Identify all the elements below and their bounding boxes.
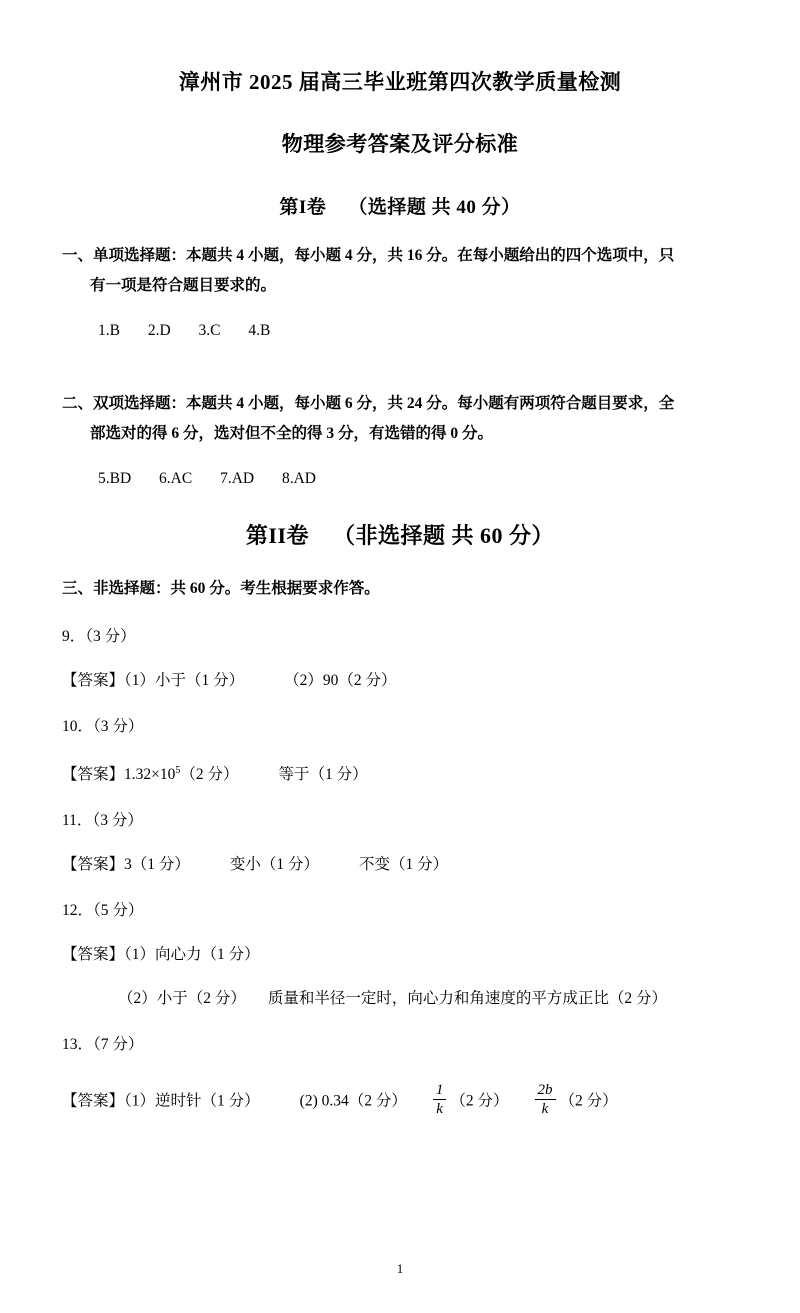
answer-item: 7.AD [220, 470, 255, 487]
answer-part: 3（1 分） [124, 856, 190, 874]
volume-2-label: 第II卷 [245, 523, 310, 548]
part-2-instructions [62, 389, 738, 449]
answer-value-exponent: 5 [175, 765, 181, 776]
question-number: 13． [62, 1036, 94, 1054]
fraction-2b-over-k [535, 1082, 556, 1118]
answer-tag: 【答案】 [62, 1092, 125, 1110]
answer-part: 变小（1 分） [229, 856, 320, 874]
page-title: 漳州市 2025 届高三毕业班第四次教学质量检测 [178, 70, 622, 94]
part-2-label: 二、双项选择题： [62, 395, 187, 412]
answer-part: 不变（1 分） [359, 856, 449, 874]
answer-9 [62, 668, 738, 694]
question-number: 10． [62, 718, 94, 735]
volume-1-desc: （选择题 共 40 分） [348, 197, 521, 218]
volume-1-label: 第I卷 [279, 197, 327, 218]
question-score: （7 分） [93, 1036, 144, 1054]
volume-2-heading [62, 519, 738, 550]
answer-part: (2) 0.34（2 分） [299, 1092, 407, 1110]
answer-part: （1）向心力（1 分） [124, 946, 260, 964]
answer-part: （1）逆时针（1 分） [124, 1092, 260, 1110]
answer-item: 4.B [248, 322, 271, 339]
answer-part: 等于（1 分） [278, 766, 368, 784]
fraction-numerator: 2b [537, 1082, 553, 1099]
answer-tag: 【答案】 [62, 766, 125, 784]
part-1-label: 一、单项选择题： [62, 247, 187, 264]
question-number-13 [62, 1032, 738, 1058]
question-number: 12． [62, 902, 94, 920]
answer-12-line-1 [62, 942, 738, 968]
part-1-text-line2: 有一项是符合题目要求的。 [90, 277, 277, 294]
answer-value: 1.32×10 [124, 766, 176, 784]
question-number-10 [62, 714, 738, 740]
answer-part: （2）小于（2 分） [118, 990, 246, 1008]
answer-item: 8.AD [281, 470, 316, 487]
answer-item: 6.AC [159, 470, 193, 487]
answer-tag: 【答案】 [62, 672, 125, 689]
answer-part: （2 分） [450, 1092, 509, 1110]
question-score: （5 分） [93, 902, 144, 920]
answer-value-tail: （2 分） [180, 766, 239, 784]
question-number-9 [62, 624, 738, 650]
answer-item: 1.B [98, 322, 120, 339]
part-3-instructions [62, 574, 738, 604]
fraction-denominator: k [433, 1099, 447, 1118]
answer-12-line-2 [62, 986, 738, 1012]
answer-item: 5.BD [98, 470, 132, 487]
part-1-text-line1: 本题共 4 小题，每小题 4 分，共 16 分。在每小题给出的四个选项中，只 [186, 247, 675, 264]
volume-2-desc: （非选择题 共 60 分） [333, 523, 555, 548]
question-score: （3 分） [85, 628, 136, 645]
answer-part: （2）90（2 分） [284, 672, 397, 689]
fraction-numerator: 1 [435, 1082, 444, 1099]
part-1-instructions [62, 241, 738, 301]
answer-part: （2 分） [559, 1092, 618, 1110]
question-number-11 [62, 808, 738, 834]
answer-tag: 【答案】 [62, 946, 125, 964]
page-number: 1 [396, 1261, 404, 1276]
fraction-denominator: k [535, 1099, 556, 1118]
question-number: 11． [62, 812, 93, 830]
document-page [0, 66, 800, 1313]
answer-11 [62, 852, 738, 878]
question-number-12 [62, 898, 738, 924]
question-score: （3 分） [93, 718, 144, 735]
part-3-label: 三、非选择题： [62, 580, 171, 597]
part-2-answers [62, 465, 738, 493]
part-1-answers [62, 317, 738, 345]
part-3-text: 共 60 分。考生根据要求作答。 [170, 580, 380, 597]
answer-item: 3.C [198, 322, 221, 339]
page-subtitle: 物理参考答案及评分标准 [281, 132, 519, 156]
answer-part: （1）小于（1 分） [124, 672, 245, 689]
question-score: （3 分） [92, 812, 143, 830]
answer-13 [62, 1084, 738, 1120]
answer-explanation: 质量和半径一定时，向心力和角速度的平方成正比（2 分） [267, 990, 668, 1008]
answer-item: 2.D [147, 322, 171, 339]
answer-10 [62, 758, 738, 788]
answer-tag: 【答案】 [62, 856, 125, 874]
part-2-text-line2: 部选对的得 6 分，选对但不全的得 3 分，有选错的得 0 分。 [90, 425, 494, 442]
part-2-text-line1: 本题共 4 小题，每小题 6 分，共 24 分。每小题有两项符合题目要求，全 [186, 395, 675, 412]
fraction-1-over-k [433, 1082, 447, 1118]
volume-1-heading [62, 192, 738, 219]
question-number: 9． [62, 628, 86, 645]
